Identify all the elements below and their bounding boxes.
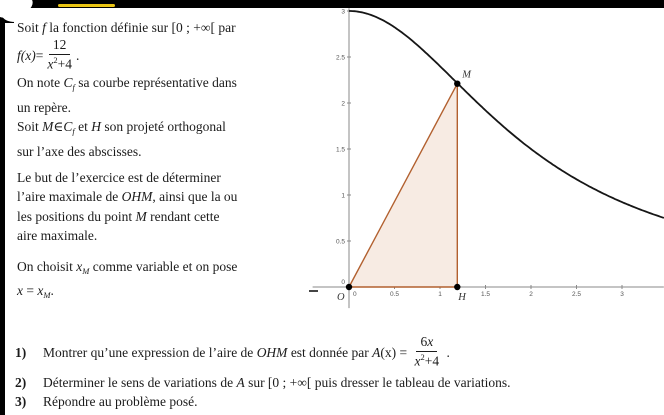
tick-label: 2.5: [571, 291, 582, 298]
point-M: [454, 80, 460, 86]
choice-line-2: $x = x_M$.: [17, 283, 54, 301]
triangle-OHM: [349, 84, 457, 287]
tick-label: 2.5: [335, 54, 345, 62]
point-H: [454, 284, 460, 290]
function-curve: [349, 11, 664, 218]
function-definition: f(x) = $\frac{12}{x^2+4}$ .: [17, 37, 80, 72]
tick-label: 0: [353, 291, 357, 298]
point-O: [346, 284, 352, 290]
tick-label: 1.5: [480, 291, 491, 298]
question-3-text: Répondre au problème posé.: [43, 394, 198, 409]
tick-label: 0: [341, 279, 345, 286]
goal-paragraph: [17, 168, 319, 246]
fraction-area: $\frac{6x}{x^2+4}$: [414, 334, 440, 369]
graph-panel: [300, 0, 664, 318]
curve-symbol: C: [63, 119, 73, 135]
tick-label: 2: [341, 100, 345, 108]
intro-line-3: On note $C_f$ sa courbe représentative dans: [17, 75, 237, 93]
tick-label: 1.5: [335, 146, 345, 154]
goal-line-3: les positions du point M rendant cette: [17, 208, 220, 224]
question-3: [0, 392, 664, 411]
questions: [0, 334, 664, 411]
intro-line-6: sur l’axe des abscisses.: [17, 143, 142, 159]
goal-line-4: aire maximale.: [17, 228, 98, 244]
question-1: [0, 334, 664, 371]
intro-line-1: Soit f la fonction définie sur [0 ; +∞[ par: [17, 20, 236, 35]
intro-line-5: Soit $M\in C_f$ et H son projeté orthogonal: [17, 119, 226, 137]
question-3-number: 3): [15, 394, 27, 409]
choice-line-1: On choisit $x_M$ comme variable et on pose: [17, 259, 238, 276]
question-2-number: 2): [15, 375, 27, 390]
tick-label: 3: [341, 8, 345, 16]
goal-line-2: l’aire maximale de OHM, ainsi que la ou: [17, 189, 238, 205]
tick-label: 1: [341, 192, 345, 200]
intro-line-4: un repère.: [17, 99, 71, 115]
point-label-H: H: [458, 292, 466, 303]
question-1-text: Montrer qu’une expression de l’aire de OHM est donnée par A (x) = $\frac{6x}{x^2+4}$ .: [43, 334, 450, 369]
fraction-f: $\frac{12}{x^2+4}$: [47, 37, 72, 72]
tick-label: 0.5: [335, 238, 345, 246]
tick-label: 2: [529, 291, 533, 298]
intro-paragraph: [17, 18, 319, 161]
tick-label: 0.5: [389, 291, 400, 298]
tick-label: 1: [438, 291, 442, 298]
function-graph: [300, 0, 664, 318]
tick-label: 3: [620, 291, 624, 298]
question-2: [0, 373, 664, 392]
variable-choice-paragraph: [17, 257, 319, 306]
question-2-text: Déterminer le sens de variations de A sur [0 ; +∞[ puis dresser le tableau de variations.: [43, 375, 511, 390]
point-label-M: M: [462, 69, 472, 81]
curve-symbol: C: [63, 75, 73, 91]
highlight-mark: [58, 4, 115, 7]
goal-line-1: Le but de l’exercice est de déterminer: [17, 170, 221, 185]
question-1-number: 1): [15, 344, 27, 360]
point-label-O: O: [337, 292, 345, 303]
